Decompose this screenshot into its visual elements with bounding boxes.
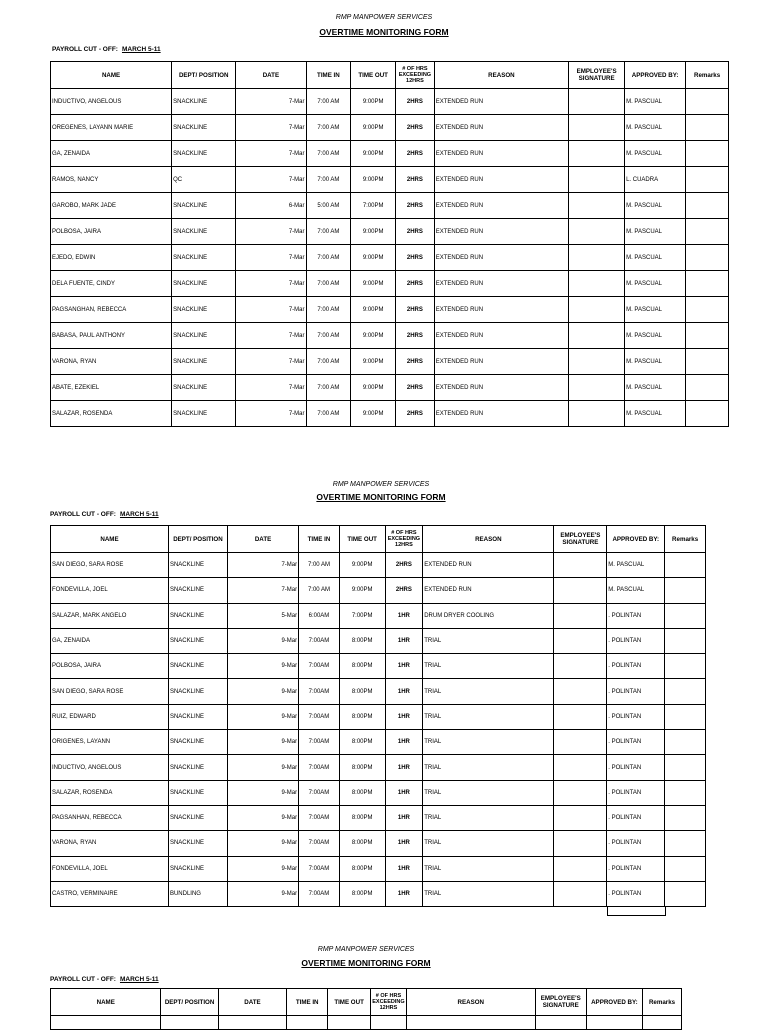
cell-time-in: 7:00 AM	[306, 349, 351, 375]
cell-reason: TRIAL	[423, 856, 554, 881]
cell-time-in: 5:00 AM	[306, 193, 351, 219]
cell-reason: EXTENDED RUN	[434, 323, 568, 349]
cell-time-in: 7:00AM	[299, 628, 340, 653]
cell-time-in: 7:00AM	[299, 755, 340, 780]
header-dept: DEPT/ POSITION	[168, 526, 227, 553]
cell-reason: TRIAL	[423, 805, 554, 830]
cell-time-out: 8:00PM	[339, 679, 385, 704]
header-hrs: # OF HRS EXCEEDING 12HRS	[371, 989, 407, 1016]
cell-time-out: 9:00PM	[351, 89, 396, 115]
header-signature: EMPLOYEE'S SIGNATURE	[569, 62, 625, 89]
header-approved: APPROVED BY:	[607, 526, 665, 553]
cell-reason: TRIAL	[423, 628, 554, 653]
cell-approved: M. PASCUAL	[625, 323, 686, 349]
cell-name: INDUCTIVO, ANGELOUS	[51, 89, 172, 115]
cell-date: 7-Mar	[227, 578, 298, 603]
header-time-out: TIME OUT	[328, 989, 371, 1016]
cell-time-in: 7:00 AM	[306, 401, 351, 427]
cell-hrs: 2HRS	[396, 401, 435, 427]
cell-hrs	[371, 1016, 407, 1030]
cell-reason: TRIAL	[423, 881, 554, 906]
cell-date: 9-Mar	[227, 704, 298, 729]
company-name: RMP MANPOWER SERVICES	[317, 946, 415, 953]
cell-time-in: 7:00AM	[299, 805, 340, 830]
form-title: OVERTIME MONITORING FORM	[316, 492, 446, 502]
cell-date	[218, 1016, 287, 1030]
cell-reason: EXTENDED RUN	[423, 578, 554, 603]
cell-approved: . POLINTAN	[607, 881, 665, 906]
cell-approved: M. PASCUAL	[607, 553, 665, 578]
header-name: NAME	[51, 989, 161, 1016]
cell-name: SALAZAR, MARK ANGELO	[51, 603, 169, 628]
cell-time-in: 7:00 AM	[299, 578, 340, 603]
cell-time-out: 9:00PM	[351, 349, 396, 375]
cell-reason: EXTENDED RUN	[434, 401, 568, 427]
cell-date: 9-Mar	[227, 730, 298, 755]
cell-dept: SNACKLINE	[172, 375, 236, 401]
cell-hrs: 1HR	[385, 704, 423, 729]
cell-date: 9-Mar	[227, 679, 298, 704]
cell-dept: SNACKLINE	[172, 297, 236, 323]
cell-time-out: 9:00PM	[351, 141, 396, 167]
cell-time-out: 9:00PM	[351, 323, 396, 349]
company-name: RMP MANPOWER SERVICES	[335, 14, 433, 21]
header-date: DATE	[218, 989, 287, 1016]
cell-time-out: 9:00PM	[351, 167, 396, 193]
cell-name: DELA FUENTE, CINDY	[51, 271, 172, 297]
cell-hrs: 2HRS	[396, 271, 435, 297]
cell-reason: EXTENDED RUN	[434, 193, 568, 219]
cell-time-out: 8:00PM	[339, 654, 385, 679]
cell-time-in: 7:00 AM	[306, 271, 351, 297]
cell-time-in: 7:00AM	[299, 679, 340, 704]
cell-name: SALAZAR, ROSENDA	[51, 780, 169, 805]
cell-time-in: 7:00AM	[299, 730, 340, 755]
cell-hrs: 2HRS	[396, 115, 435, 141]
header-time-in: TIME IN	[306, 62, 351, 89]
cell-date: 9-Mar	[227, 755, 298, 780]
cell-name: CASTRO, VERMINAIRE	[51, 881, 169, 906]
cell-dept: SNACKLINE	[172, 219, 236, 245]
cutoff-value: MARCH 5-11	[119, 976, 159, 983]
cell-date: 7-Mar	[236, 349, 306, 375]
cell-name: RAMOS, NANCY	[51, 167, 172, 193]
cell-dept: SNACKLINE	[168, 704, 227, 729]
cell-dept: SNACKLINE	[168, 578, 227, 603]
cell-remarks	[643, 1016, 682, 1030]
cell-name: FONDEVILLA, JOEL	[51, 856, 169, 881]
header-remarks: Remarks	[643, 989, 682, 1016]
cell-time-in: 7:00 AM	[306, 245, 351, 271]
cell-date: 7-Mar	[236, 89, 306, 115]
cell-reason: EXTENDED RUN	[434, 141, 568, 167]
cell-reason: TRIAL	[423, 755, 554, 780]
form-title: OVERTIME MONITORING FORM	[301, 958, 431, 968]
cell-reason: TRIAL	[423, 704, 554, 729]
cell-approved: M. PASCUAL	[625, 219, 686, 245]
cell-approved: M. PASCUAL	[607, 578, 665, 603]
table-body-3	[51, 1016, 682, 1030]
cell-name: BABASA, PAUL ANTHONY	[51, 323, 172, 349]
cell-name: POLBOSA, JAIRA	[51, 219, 172, 245]
header-name: NAME	[51, 62, 172, 89]
cell-time-out: 8:00PM	[339, 780, 385, 805]
header-signature: EMPLOYEE'S SIGNATURE	[535, 989, 586, 1016]
cell-time-in: 7:00AM	[299, 654, 340, 679]
cell-hrs: 1HR	[385, 679, 423, 704]
cell-name: VARONA, RYAN	[51, 349, 172, 375]
cell-dept: SNACKLINE	[172, 401, 236, 427]
cell-time-out: 9:00PM	[339, 578, 385, 603]
cell-approved: M. PASCUAL	[625, 271, 686, 297]
cell-reason: EXTENDED RUN	[434, 375, 568, 401]
cell-time-out: 8:00PM	[339, 704, 385, 729]
form-title: OVERTIME MONITORING FORM	[319, 27, 449, 37]
cell-hrs: 1HR	[385, 603, 423, 628]
cell-time-in	[287, 1016, 328, 1030]
cell-time-in: 7:00 AM	[306, 167, 351, 193]
cell-hrs: 1HR	[385, 780, 423, 805]
cell-time-out: 9:00PM	[339, 553, 385, 578]
cell-time-out: 9:00PM	[351, 219, 396, 245]
cell-dept: SNACKLINE	[172, 271, 236, 297]
cell-approved: M. PASCUAL	[625, 89, 686, 115]
cell-name: SAN DIEGO, SARA ROSE	[51, 679, 169, 704]
header-remarks: Remarks	[665, 526, 706, 553]
cell-approved: . POLINTAN	[607, 805, 665, 830]
cell-reason: TRIAL	[423, 679, 554, 704]
cell-dept: SNACKLINE	[172, 349, 236, 375]
cell-time-out: 8:00PM	[339, 730, 385, 755]
cell-reason: TRIAL	[423, 730, 554, 755]
cell-reason: TRIAL	[423, 780, 554, 805]
cell-reason: EXTENDED RUN	[434, 245, 568, 271]
cell-approved	[586, 1016, 642, 1030]
cell-approved: . POLINTAN	[607, 704, 665, 729]
cell-name: RUIZ, EDWARD	[51, 704, 169, 729]
cell-reason: EXTENDED RUN	[434, 349, 568, 375]
header-hrs: # OF HRS EXCEEDING 12HRS	[396, 62, 435, 89]
cell-name: OREGENES, LAYANN MARIE	[51, 115, 172, 141]
cell-dept: SNACKLINE	[172, 245, 236, 271]
cell-time-out: 8:00PM	[339, 628, 385, 653]
cell-approved: . POLINTAN	[607, 603, 665, 628]
cell-time-in: 7:00 AM	[306, 89, 351, 115]
header-hrs: # OF HRS EXCEEDING 12HRS	[385, 526, 423, 553]
cell-reason: EXTENDED RUN	[434, 89, 568, 115]
cell-dept: BUNDLING	[168, 881, 227, 906]
cell-name: ORIGENES, LAYANN	[51, 730, 169, 755]
header-reason: REASON	[406, 989, 535, 1016]
cell-time-out: 9:00PM	[351, 375, 396, 401]
cell-time-in: 7:00 AM	[306, 115, 351, 141]
cutoff-value: MARCH 5-11	[119, 511, 159, 518]
cell-hrs: 1HR	[385, 654, 423, 679]
cell-time-out: 8:00PM	[339, 856, 385, 881]
cell-dept: SNACKLINE	[168, 553, 227, 578]
cell-date: 9-Mar	[227, 831, 298, 856]
cell-hrs: 2HRS	[396, 89, 435, 115]
header-time-out: TIME OUT	[351, 62, 396, 89]
cell-date: 7-Mar	[236, 141, 306, 167]
cell-time-in: 7:00 AM	[306, 375, 351, 401]
cell-date: 7-Mar	[236, 167, 306, 193]
cell-time-in: 7:00 AM	[306, 323, 351, 349]
cell-dept: SNACKLINE	[168, 730, 227, 755]
cell-hrs: 2HRS	[396, 219, 435, 245]
cell-dept: SNACKLINE	[168, 831, 227, 856]
cell-dept: SNACKLINE	[172, 89, 236, 115]
cell-date: 7-Mar	[236, 271, 306, 297]
header-date: DATE	[227, 526, 298, 553]
cell-name	[51, 1016, 161, 1030]
cell-time-out: 9:00PM	[351, 401, 396, 427]
cell-dept: SNACKLINE	[168, 679, 227, 704]
cell-time-out: 8:00PM	[339, 805, 385, 830]
cell-dept: SNACKLINE	[168, 780, 227, 805]
header-time-in: TIME IN	[287, 989, 328, 1016]
header-approved: APPROVED BY:	[625, 62, 686, 89]
cell-hrs: 1HR	[385, 730, 423, 755]
header-time-in: TIME IN	[299, 526, 340, 553]
cell-reason: EXTENDED RUN	[434, 167, 568, 193]
cell-hrs: 2HRS	[396, 297, 435, 323]
cell-date: 7-Mar	[236, 115, 306, 141]
cell-time-in: 7:00AM	[299, 831, 340, 856]
cell-signature	[535, 1016, 586, 1030]
cell-hrs: 1HR	[385, 831, 423, 856]
header-reason: REASON	[434, 62, 568, 89]
cell-approved: M. PASCUAL	[625, 349, 686, 375]
cell-name: GAROBO, MARK JADE	[51, 193, 172, 219]
cell-approved: M. PASCUAL	[625, 401, 686, 427]
cell-reason: EXTENDED RUN	[434, 115, 568, 141]
cell-approved: . POLINTAN	[607, 628, 665, 653]
cell-approved: M. PASCUAL	[625, 297, 686, 323]
cell-name: POLBOSA, JAIRA	[51, 654, 169, 679]
cell-dept: SNACKLINE	[172, 115, 236, 141]
cell-date: 7-Mar	[227, 553, 298, 578]
cell-hrs: 1HR	[385, 856, 423, 881]
cell-date: 9-Mar	[227, 780, 298, 805]
cell-dept: QC	[172, 167, 236, 193]
cell-approved: . POLINTAN	[607, 780, 665, 805]
cell-approved: . POLINTAN	[607, 755, 665, 780]
cell-time-in: 6:00AM	[299, 603, 340, 628]
cell-reason: EXTENDED RUN	[423, 553, 554, 578]
cell-hrs: 1HR	[385, 805, 423, 830]
cell-hrs: 2HRS	[396, 193, 435, 219]
header-date: DATE	[236, 62, 306, 89]
cell-date: 7-Mar	[236, 401, 306, 427]
cell-time-out: 9:00PM	[351, 115, 396, 141]
cell-name: VARONA, RYAN	[51, 831, 169, 856]
cell-date: 9-Mar	[227, 654, 298, 679]
table-header-row	[51, 989, 682, 1016]
cell-approved: M. PASCUAL	[625, 115, 686, 141]
cell-time-out: 9:00PM	[351, 271, 396, 297]
cell-dept: SNACKLINE	[168, 628, 227, 653]
cell-name: PAGSANHAN, REBECCA	[51, 805, 169, 830]
cell-date: 6-Mar	[236, 193, 306, 219]
cell-date: 7-Mar	[236, 375, 306, 401]
header-dept: DEPT/ POSITION	[161, 989, 218, 1016]
cell-dept: SNACKLINE	[172, 141, 236, 167]
cell-date: 9-Mar	[227, 881, 298, 906]
cell-dept: SNACKLINE	[172, 193, 236, 219]
cell-reason: EXTENDED RUN	[434, 297, 568, 323]
cell-name: GA, ZENAIDA	[51, 628, 169, 653]
cell-name: GA, ZENAIDA	[51, 141, 172, 167]
cell-time-out: 9:00PM	[351, 297, 396, 323]
cell-approved: . POLINTAN	[607, 831, 665, 856]
cell-hrs: 2HRS	[396, 141, 435, 167]
company-name: RMP MANPOWER SERVICES	[332, 481, 430, 488]
cell-dept: SNACKLINE	[172, 323, 236, 349]
cell-date: 7-Mar	[236, 245, 306, 271]
cell-date: 7-Mar	[236, 323, 306, 349]
cell-hrs: 1HR	[385, 628, 423, 653]
cell-hrs: 2HRS	[396, 167, 435, 193]
cell-reason: EXTENDED RUN	[434, 271, 568, 297]
cell-date: 9-Mar	[227, 856, 298, 881]
header-dept: DEPT/ POSITION	[172, 62, 236, 89]
cell-hrs: 2HRS	[396, 323, 435, 349]
cell-time-in: 7:00AM	[299, 704, 340, 729]
cell-name: INDUCTIVO, ANGELOUS	[51, 755, 169, 780]
cell-hrs: 2HRS	[385, 578, 423, 603]
cell-hrs: 1HR	[385, 755, 423, 780]
cell-approved: . POLINTAN	[607, 856, 665, 881]
cell-dept: SNACKLINE	[168, 654, 227, 679]
cell-name: EJEDO, EDWIN	[51, 245, 172, 271]
cell-name: SALAZAR, ROSENDA	[51, 401, 172, 427]
cell-dept: SNACKLINE	[168, 755, 227, 780]
cell-dept: SNACKLINE	[168, 856, 227, 881]
header-time-out: TIME OUT	[339, 526, 385, 553]
cell-approved: M. PASCUAL	[625, 375, 686, 401]
cell-reason: TRIAL	[423, 831, 554, 856]
cell-approved: . POLINTAN	[607, 654, 665, 679]
cell-time-out: 7:00PM	[339, 603, 385, 628]
cell-date: 7-Mar	[236, 297, 306, 323]
cutoff-label: PAYROLL CUT - OFF:	[50, 511, 116, 518]
cell-date: 5-Mar	[227, 603, 298, 628]
cell-hrs: 2HRS	[385, 553, 423, 578]
cell-time-out: 8:00PM	[339, 755, 385, 780]
cell-name: SAN DIEGO, SARA ROSE	[51, 553, 169, 578]
cell-approved: M. PASCUAL	[625, 141, 686, 167]
cell-time-in: 7:00AM	[299, 856, 340, 881]
header-name: NAME	[51, 526, 169, 553]
cell-time-in: 7:00AM	[299, 881, 340, 906]
header-remarks: Remarks	[686, 62, 729, 89]
cell-name: PAGSANGHAN, REBECCA	[51, 297, 172, 323]
cell-date: 9-Mar	[227, 805, 298, 830]
cell-reason: TRIAL	[423, 654, 554, 679]
cell-reason	[406, 1016, 535, 1030]
cell-reason: EXTENDED RUN	[434, 219, 568, 245]
cell-time-in: 7:00 AM	[299, 553, 340, 578]
cell-hrs: 2HRS	[396, 245, 435, 271]
cell-time-in: 7:00 AM	[306, 297, 351, 323]
payroll-cutoff	[50, 976, 159, 983]
header-signature: EMPLOYEE'S SIGNATURE	[554, 526, 607, 553]
cell-name: ABATE, EZEKIEL	[51, 375, 172, 401]
header-reason: REASON	[423, 526, 554, 553]
cell-approved: . POLINTAN	[607, 730, 665, 755]
cell-time-in: 7:00 AM	[306, 141, 351, 167]
cell-reason: DRUM DRYER COOLING	[423, 603, 554, 628]
cell-approved: . POLINTAN	[607, 679, 665, 704]
cell-time-in: 7:00 AM	[306, 219, 351, 245]
cell-time-in: 7:00AM	[299, 780, 340, 805]
cutoff-label: PAYROLL CUT - OFF:	[50, 976, 116, 983]
header-approved: APPROVED BY:	[586, 989, 642, 1016]
cutoff-value: MARCH 5-11	[121, 46, 161, 53]
cell-time-out	[328, 1016, 371, 1030]
cell-date: 9-Mar	[227, 628, 298, 653]
cell-time-out: 9:00PM	[351, 245, 396, 271]
cell-approved: M. PASCUAL	[625, 193, 686, 219]
cell-dept	[161, 1016, 218, 1030]
cutoff-label: PAYROLL CUT - OFF:	[52, 46, 118, 53]
cell-time-out: 7:00PM	[351, 193, 396, 219]
cell-date: 7-Mar	[236, 219, 306, 245]
cell-time-out: 8:00PM	[339, 831, 385, 856]
cell-name: FONDEVILLA, JOEL	[51, 578, 169, 603]
cell-time-out: 8:00PM	[339, 881, 385, 906]
cell-approved: L. CUADRA	[625, 167, 686, 193]
cell-hrs: 2HRS	[396, 375, 435, 401]
cell-hrs: 2HRS	[396, 349, 435, 375]
cell-dept: SNACKLINE	[168, 603, 227, 628]
cell-approved: M. PASCUAL	[625, 245, 686, 271]
cell-dept: SNACKLINE	[168, 805, 227, 830]
table-row	[51, 1016, 682, 1030]
cell-hrs: 1HR	[385, 881, 423, 906]
